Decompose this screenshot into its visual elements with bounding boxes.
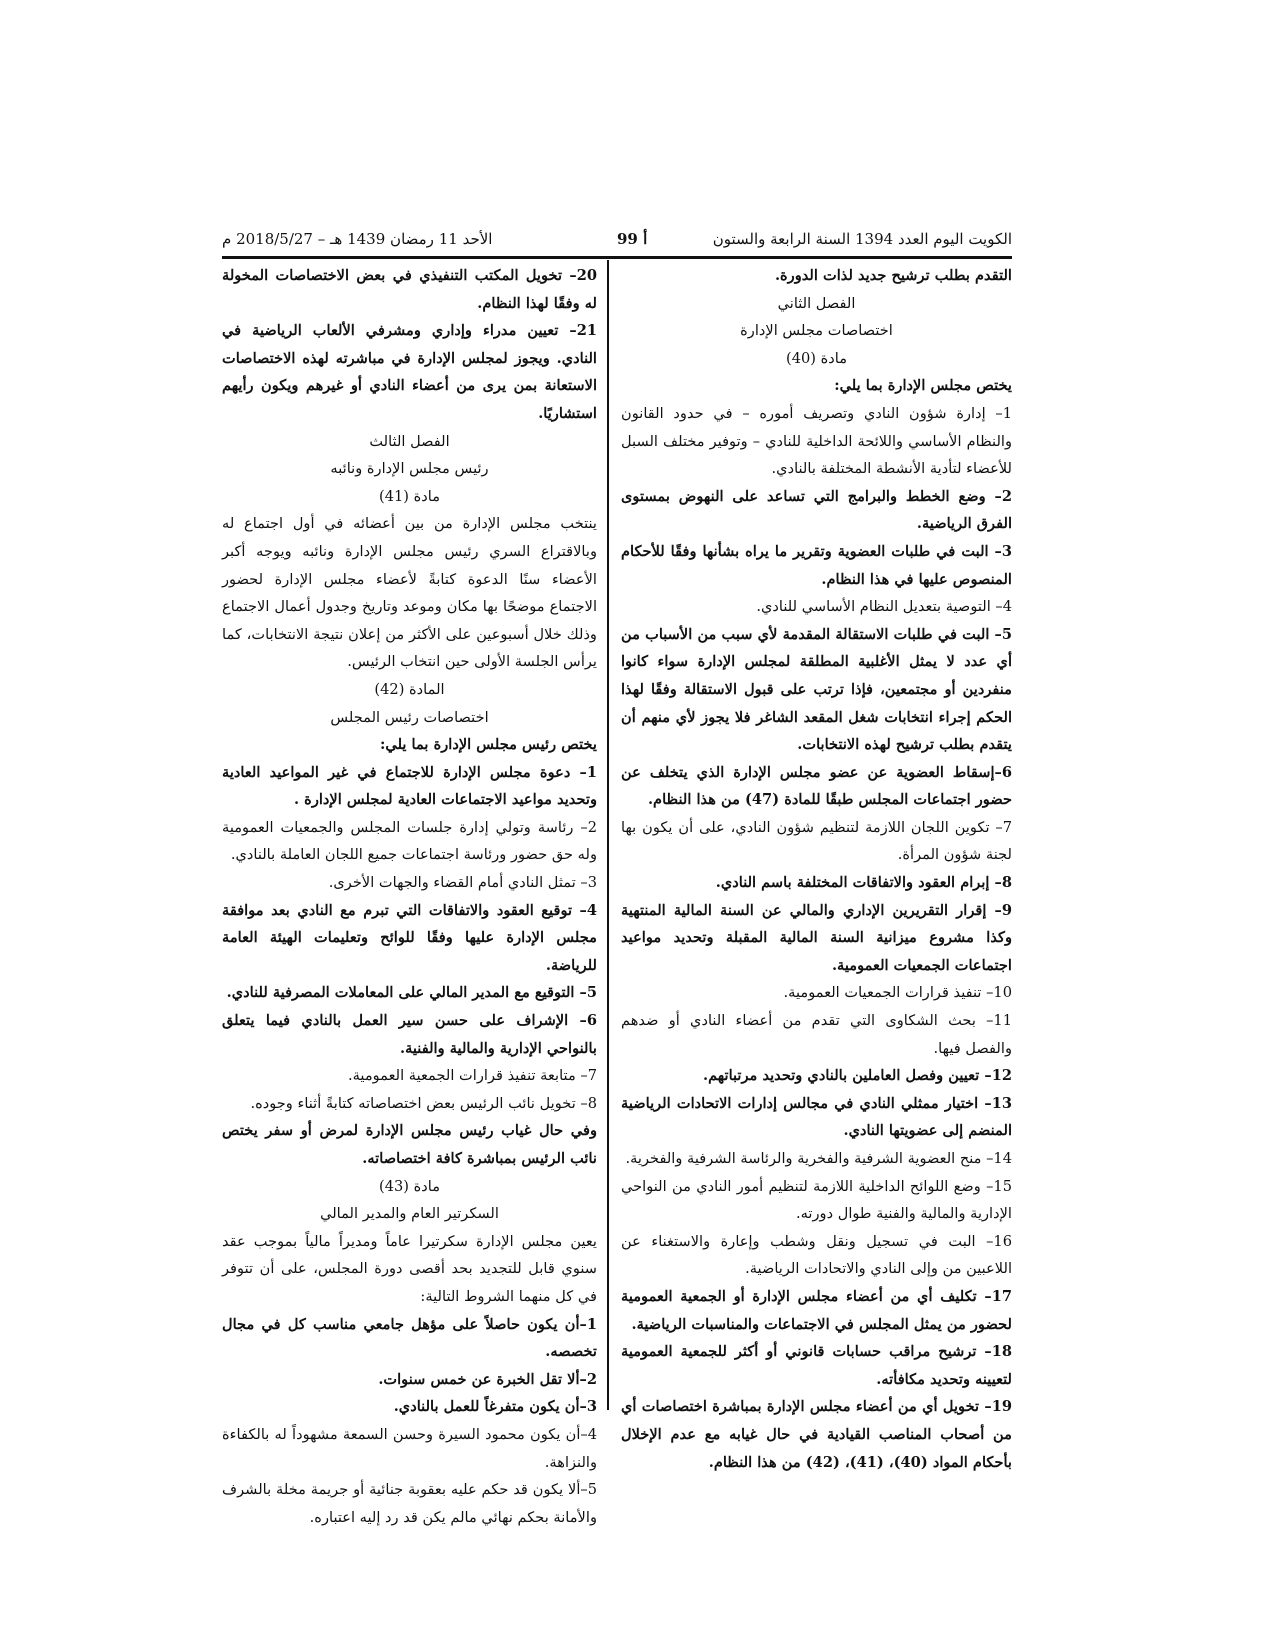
paragraph: 2– وضع الخطط والبرامج التي تساعد على النهوض بمستوى الفرق الرياضية. [621,487,1012,533]
paragraph: وفي حال غياب رئيس مجلس الإدارة لمرض أو سفر يختص نائب الرئيس بمباشرة كافة اختصاصاته. [222,1122,597,1167]
paragraph: 6–إسقاط العضوية عن عضو مجلس الإدارة الذي يتخلف عن حضور اجتماعات المجلس طبقًا للمادة (47) من هذا النظام. [621,763,1012,809]
section-heading: السكرتير العام والمدير المالي [320,1205,499,1223]
paragraph: 6– الإشراف على حسن سير العمل بالنادي فيما يتعلق بالنواحي الإدارية والمالية والفنية. [222,1012,597,1057]
paragraph: 4– توقيع العقود والاتفاقات التي تبرم مع النادي بعد موافقة مجلس الإدارة عليها وفقًا للوائح وتعليمات الهيئة العامة للرياضة. [222,901,597,974]
section-heading: الفصل الثالث [369,432,450,450]
paragraph: 5– البت في طلبات الاستقالة المقدمة لأي سبب من الأسباب من أي عدد لا يمثل الأغلبية المطلقة لمجلس الإدارة سواء كانوا منفردين أو مجتمعين، فإذا ترتب على قبول الاستقالة وفقًا لهذا الحكم إجراء انتخابات شغل المقعد الشاغر فلا يجوز لأي منهم أن يتقدم بطلب ترشيح لهذه الانتخابات. [621,625,1012,754]
section-heading: اختصاصات رئيس المجلس [330,708,489,726]
paragraph: 14– منح العضوية الشرفية والفخرية والرئاسة الشرفية والفخرية. [625,1150,1012,1167]
paragraph: 3– البت في طلبات العضوية وتقرير ما يراه بشأنها وفقًا للأحكام المنصوص عليها في هذا النظام. [621,542,1012,588]
header-page-number: أ 99 [617,230,648,248]
section-heading: المادة (42) [374,680,445,698]
section-heading: مادة (41) [378,487,441,505]
paragraph: 10– تنفيذ قرارات الجمعيات العمومية. [783,984,1012,1002]
paragraph: 20– تخويل المكتب التنفيذي في بعض الاختصاصات المخولة له وفقًا لهذا النظام. [222,267,597,312]
paragraph: 19– تخويل أي من أعضاء مجلس الإدارة بمباشرة اختصاصات أي من أصحاب المناصب القيادية في حال غيابه مع عدم الإخلال بأحكام المواد (40)، (41)، (42) من هذا النظام. [621,1398,1012,1471]
header-issue-info: الكويت اليوم العدد 1394 السنة الرابعة والستون [712,230,1012,248]
section-heading: اختصاصات مجلس الإدارة [740,322,893,340]
paragraph: 3– تمثل النادي أمام القضاء والجهات الأخرى. [328,874,597,892]
left-column [222,262,597,1531]
paragraph: 5– التوقيع مع المدير المالي على المعاملات المصرفية للنادي. [226,984,597,1002]
paragraph: 21– تعيين مدراء وإداري ومشرفي الألعاب الرياضية في النادي. ويجوز لمجلس الإدارة في مباشرته لهذه الاختصاصات الاستعانة بمن يرى من أعضاء النادي أو غيرهم ويكون رأيهم استشاريًا. [222,322,597,422]
paragraph: 4–أن يكون محمود السيرة وحسن السمعة مشهوداً له بالكفاءة والنزاهة. [222,1425,597,1471]
paragraph: 1– دعوة مجلس الإدارة للاجتماع في غير المواعيد العادية وتحديد مواعيد الاجتماعات العادية لمجلس الإدارة . [222,763,597,809]
column-divider [607,260,609,1410]
paragraph: 11– بحث الشكاوى التي تقدم من أعضاء النادي أو ضدهم والفصل فيها. [621,1012,1012,1057]
header-divider [222,256,1012,259]
paragraph: يختص رئيس مجلس الإدارة بما يلي: [380,736,597,754]
paragraph: 1–أن يكون حاصلاً على مؤهل جامعي مناسب كل في مجال تخصصه. [222,1315,597,1361]
section-heading: مادة (40) [785,349,848,367]
paragraph: ينتخب مجلس الإدارة من بين أعضائه في أول اجتماع له وبالاقتراع السري رئيس مجلس الإدارة ونائبه ويوجه أكبر الأعضاء سنًا الدعوة كتابةً لأعضاء مجلس الإدارة لحضور الاجتماع موضحًا بها مكان وموعد وتاريخ وجدول أعمال الاجتماع وذلك خلال أسبوعين على الأكثر من إعلان نتيجة الانتخابات، كما يرأس الجلسة الأولى حين انتخاب الرئيس. [222,515,597,671]
paragraph: 18– ترشيح مراقب حسابات قانوني أو أكثر للجمعية العمومية لتعيينه وتحديد مكافأته. [621,1343,1012,1388]
paragraph: 8– إبرام العقود والاتفاقات المختلفة باسم النادي. [715,874,1012,892]
paragraph: يعين مجلس الإدارة سكرتيرا عاماً ومديراً مالياً بموجب عقد سنوي قابل للتجديد بحد أقصى دورة المجلس، على أن تتوفر في كل منهما الشروط التالية: [222,1232,597,1305]
paragraph: 2– رئاسة وتولي إدارة جلسات المجلس والجمعيات العمومية وله حق حضور ورئاسة اجتماعات جميع اللجان العاملة بالنادي. [222,818,597,864]
paragraph: 13– اختيار ممثلي النادي في مجالس إدارات الاتحادات الرياضية المنضم إلى عضويتها النادي. [621,1094,1012,1140]
paragraph: 5–ألا يكون قد حكم عليه بعقوبة جنائية أو جريمة مخلة بالشرف والأمانة بحكم نهائي مالم يكن قد رد إليه اعتباره. [222,1481,597,1526]
section-heading: مادة (43) [378,1177,441,1195]
page-header [222,228,1012,258]
paragraph: 2–ألا تقل الخبرة عن خمس سنوات. [378,1370,597,1388]
paragraph: 7– متابعة تنفيذ قرارات الجمعية العمومية. [347,1067,597,1085]
right-column [621,262,1012,1476]
paragraph: 17– تكليف أي من أعضاء مجلس الإدارة أو الجمعية العمومية لحضور من يمثل المجلس في الاجتماعات والمناسبات الرياضية. [621,1287,1012,1333]
paragraph: 16– البت في تسجيل ونقل وشطب وإعارة والاستغناء عن اللاعبين من وإلى النادي والاتحادات الرياضية. [621,1232,1012,1278]
paragraph: يختص مجلس الإدارة بما يلي: [834,377,1012,395]
paragraph: 8– تخويل نائب الرئيس بعض اختصاصاته كتابةً أثناء وجوده. [250,1094,597,1112]
paragraph: 12– تعيين وفصل العاملين بالنادي وتحديد مرتباتهم. [703,1067,1012,1085]
paragraph: 3–أن يكون متفرغاً للعمل بالنادي. [393,1398,597,1416]
paragraph: التقدم بطلب ترشيح جديد لذات الدورة. [774,267,1012,284]
section-heading: الفصل الثاني [777,294,856,312]
section-heading: رئيس مجلس الإدارة ونائبه [330,460,489,478]
paragraph: 15– وضع اللوائح الداخلية اللازمة لتنظيم أمور النادي من النواحي الإدارية والمالية والفنية طوال دورته. [621,1177,1012,1223]
paragraph: 4– التوصية بتعديل النظام الأساسي للنادي. [756,598,1012,616]
paragraph: 1– إدارة شؤون النادي وتصريف أموره – في حدود القانون والنظام الأساسي واللائحة الداخلية للنادي – وتوفير مختلف السبل للأعضاء لتأدية الأنشطة المختلفة بالنادي. [621,404,1012,478]
paragraph: 9– إقرار التقريرين الإداري والمالي عن السنة المالية المنتهية وكذا مشروع ميزانية السنة المالية المقبلة وتحديد مواعيد اجتماعات الجمعيات العمومية. [621,901,1012,974]
header-date: الأحد 11 رمضان 1439 هـ – 2018/5/27 م [222,230,493,248]
paragraph: 7– تكوين اللجان اللازمة لتنظيم شؤون النادي، على أن يكون بها لجنة شؤون المرأة. [621,818,1012,864]
